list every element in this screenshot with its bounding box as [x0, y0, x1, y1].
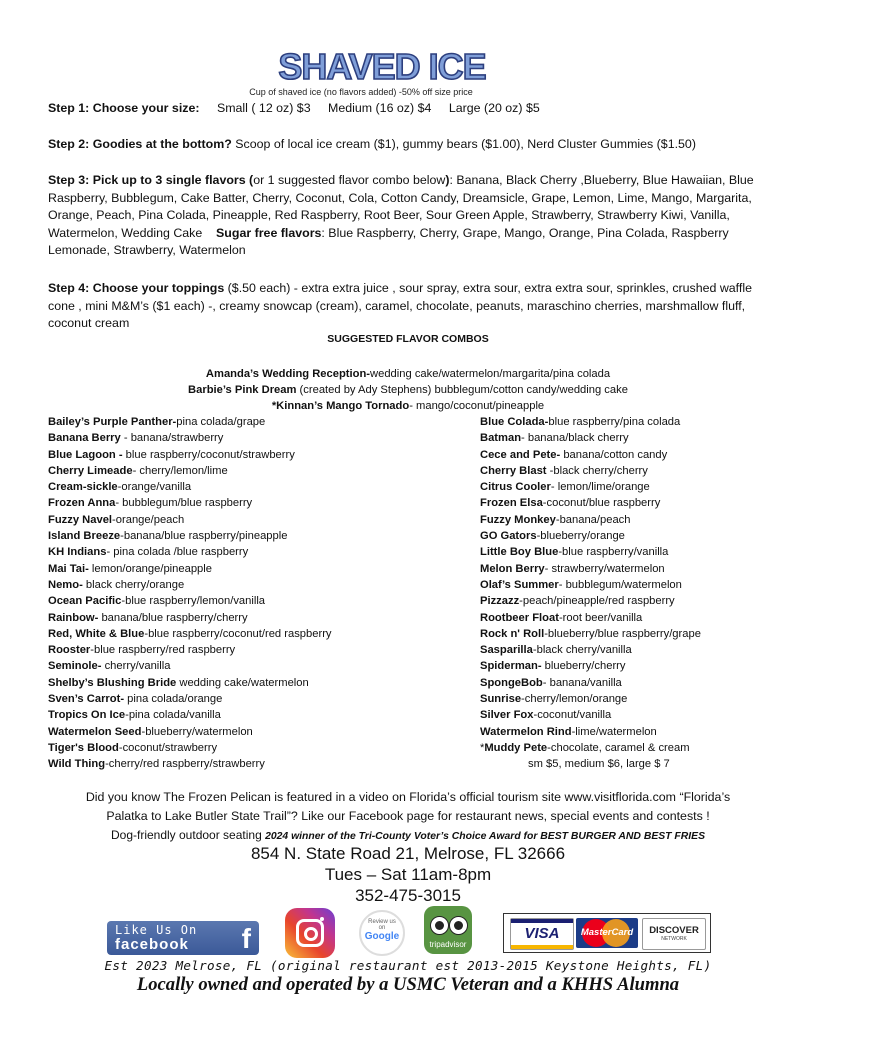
award-text: 2024 winner of the Tri-County Voter’s Choice Award for BEST BURGER AND BEST FRIES: [265, 831, 706, 842]
list-item: Sven’s Carrot- pina colada/orange: [48, 693, 223, 706]
mastercard-wordmark: MasterCard: [580, 927, 634, 938]
list-item: Citrus Cooler- lemon/lime/orange: [480, 481, 650, 494]
list-item: Rainbow- banana/blue raspberry/cherry: [48, 611, 248, 624]
list-item: Sunrise-cherry/lemon/orange: [480, 693, 628, 706]
list-item: SpongeBob- banana/vanilla: [480, 676, 622, 689]
list-item: Seminole- cherry/vanilla: [48, 660, 171, 673]
instagram-lens: [304, 927, 318, 941]
mastercard-icon: [576, 918, 638, 948]
owl-eye-left: [430, 916, 449, 935]
tripadvisor-wordmark: tripadvisor: [429, 940, 467, 949]
instagram-icon[interactable]: [285, 908, 335, 958]
facebook-f-icon: f: [241, 923, 251, 954]
step-2-label: Step 2: Goodies at the bottom?: [48, 137, 232, 151]
list-item: Wild Thing-cherry/red raspberry/strawberry: [48, 758, 265, 771]
instagram-flash: [320, 917, 324, 921]
combo-desc: (created by Ady Stephens) bubblegum/cotton candy/wedding cake: [296, 384, 628, 396]
combo-name: *Kinnan’s Mango Tornado: [271, 400, 410, 412]
step-2: [48, 136, 768, 154]
google-label-2: on: [378, 925, 386, 931]
list-item: Banana Berry - banana/strawberry: [48, 432, 224, 445]
sugar-free-list: : Blue Raspberry, Cherry, Grape, Mango, Orange, Pina Colada, Raspberry Lemonade, Strawberry, Watermelon: [48, 225, 729, 257]
list-item: Fuzzy Monkey-banana/peach: [480, 513, 631, 526]
list-item: Olaf’s Summer- bubblegum/watermelon: [480, 578, 682, 591]
list-item: Cherry Blast -black cherry/cherry: [480, 464, 648, 477]
list-item: Fuzzy Navel-orange/peach: [48, 513, 185, 526]
list-item: Tropics On Ice-pina colada/vanilla: [48, 709, 221, 722]
list-item: *Muddy Pete-chocolate, caramel & cream: [480, 741, 690, 754]
list-item: Nemo- black cherry/orange: [48, 578, 185, 591]
seating-text: Dog-friendly outdoor seating: [110, 828, 266, 842]
step-4-label: Step 4: Choose your toppings: [48, 281, 225, 295]
step-3-note: or 1 suggested flavor combo below: [253, 173, 446, 187]
list-item: Blue Colada-blue raspberry/pina colada: [480, 416, 681, 428]
tripadvisor-icon[interactable]: [424, 906, 472, 954]
step-1: [48, 100, 768, 118]
featured-combo: [0, 366, 816, 382]
list-item: Rock n' Roll-blueberry/blue raspberry/grape: [480, 627, 701, 640]
combo-name: Barbie’s Pink Dream: [188, 384, 297, 396]
list-item: Rooster-blue raspberry/red raspberry: [48, 644, 236, 657]
facebook-wordmark: facebook: [115, 936, 189, 953]
list-item: Island Breeze-banana/blue raspberry/pineapple: [48, 530, 288, 543]
owl-eye-right: [449, 916, 468, 935]
list-item: Blue Lagoon - blue raspberry/coconut/strawberry: [48, 448, 295, 461]
size-medium: Medium (16 oz) $4: [328, 101, 432, 115]
combo-name: Amanda’s Wedding Reception-: [205, 368, 371, 380]
facebook-badge[interactable]: [107, 921, 259, 955]
footer-line-2: Palatka to Lake Butler State Trail”? Like our Facebook page for restaurant news, special events and contests !: [106, 809, 710, 823]
discover-wordmark: DISCOVER: [649, 925, 699, 936]
list-item: Melon Berry- strawberry/watermelon: [480, 562, 665, 575]
featured-combo: [0, 398, 816, 414]
muddy-pete-prices: sm $5, medium $6, large $ 7: [528, 758, 670, 771]
step-3: [48, 172, 768, 260]
list-item: Silver Fox-coconut/vanilla: [480, 709, 612, 722]
list-item: Cece and Pete- banana/cotton candy: [480, 448, 668, 461]
combo-list-left: [48, 414, 448, 773]
step-3-label: Step 3: Pick up to 3 single flavors (: [48, 173, 254, 187]
address: 854 N. State Road 21, Melrose, FL 32666: [250, 844, 566, 863]
list-item: Watermelon Seed-blueberry/watermelon: [48, 725, 253, 738]
list-item: Mai Tai- lemon/orange/pineapple: [48, 562, 212, 575]
sugar-free-label: Sugar free flavors: [216, 225, 322, 240]
combo-desc: - mango/coconut/pineapple: [409, 400, 545, 412]
toppings-list: ($.50 each) - extra extra juice , sour spray, extra sour, extra extra sour, sprinkles, crushed waffle cone , mini M&M’s ($1 each) -, creamy snowcap (cream), caramel, chocolate, peanuts, maraschino cherries, marshmallow fluff, coconut cream: [48, 281, 752, 330]
list-item: Pizzazz-peach/pineapple/red raspberry: [480, 595, 675, 608]
google-label-1: Review us: [368, 919, 396, 925]
size-small: Small ( 12 oz) $3: [216, 101, 311, 115]
footer-line-1: Did you know The Frozen Pelican is featured in a video on Florida’s official tourism site www.visitflorida.com “Florida’s: [85, 790, 731, 804]
list-item: Bailey’s Purple Panther-pina colada/grape: [48, 416, 266, 428]
featured-combo: [0, 382, 816, 398]
list-item: Watermelon Rind-lime/watermelon: [480, 725, 657, 738]
list-item: Cherry Limeade- cherry/lemon/lime: [48, 464, 228, 477]
title-text: SHAVED ICE: [278, 46, 486, 87]
social-badges: [0, 904, 816, 956]
list-item: GO Gators-blueberry/orange: [480, 530, 625, 543]
list-item: Cream-sickle-orange/vanilla: [48, 481, 192, 494]
step-1-label: Step 1: Choose your size:: [48, 101, 200, 115]
list-item: Sasparilla-black cherry/vanilla: [480, 644, 632, 657]
list-item: Ocean Pacific-blue raspberry/lemon/vanilla: [48, 595, 266, 608]
facebook-label: Like Us On: [115, 923, 198, 937]
list-item: Frozen Elsa-coconut/blue raspberry: [480, 497, 661, 510]
step-3-label-end: ): [445, 173, 450, 187]
combos-heading: SUGGESTED FLAVOR COMBOS: [327, 333, 489, 345]
list-item: Frozen Anna- bubblegum/blue raspberry: [48, 497, 253, 510]
size-large: Large (20 oz) $5: [448, 101, 540, 115]
list-item: Red, White & Blue-blue raspberry/coconut/red raspberry: [48, 627, 332, 640]
list-item: Batman- banana/black cherry: [480, 432, 629, 445]
combo-list-right: [480, 414, 880, 773]
step-4: [48, 280, 768, 333]
list-item: Shelby’s Blushing Bride wedding cake/watermelon: [48, 676, 309, 689]
hours: Tues – Sat 11am-8pm: [324, 865, 492, 884]
established-note: Est 2023 Melrose, FL (original restaurant est 2013-2015 Keystone Heights, FL): [104, 958, 712, 973]
payment-cards: [503, 913, 711, 953]
list-item: Tiger's Blood-coconut/strawberry: [48, 741, 218, 754]
discover-card-icon: [642, 918, 706, 950]
phone: 352-475-3015: [355, 886, 461, 905]
google-wordmark: Google: [364, 931, 400, 942]
google-review-badge[interactable]: [359, 910, 405, 956]
visa-wordmark: VISA: [524, 925, 560, 942]
owned-operated: Locally owned and operated by a USMC Veteran and a KHHS Alumna: [136, 974, 680, 995]
visa-card-icon: [510, 918, 574, 950]
step-2-text: Scoop of local ice cream ($1), gummy bears ($1.00), Nerd Cluster Gummies ($1.50): [235, 137, 696, 151]
owl-eyes-icon: [429, 916, 467, 936]
shaved-ice-title: [278, 46, 486, 87]
combo-desc: wedding cake/watermelon/margarita/pina colada: [370, 368, 611, 380]
list-item: KH Indians- pina colada /blue raspberry: [48, 546, 249, 559]
flavor-list: : Banana, Black Cherry ,Blueberry, Blue Hawaiian, Blue Raspberry, Bubblegum, Cake Batter, Cherry, Coconut, Cola, Cotton Candy, Dreamsicle, Grape, Lemon, Lime, Mango, Margarita, Orange, Peach, Pina Colada, Pineapple, Red Raspberry, Root Beer, Sour Green Apple, Strawberry, Strawberry Kiwi, Vanilla, Watermelon, Wedding Cake: [48, 173, 754, 240]
subtitle: Cup of shaved ice (no flavors added) -50% off size price: [249, 87, 473, 97]
list-item: Little Boy Blue-blue raspberry/vanilla: [480, 546, 669, 559]
list-item: Spiderman- blueberry/cherry: [480, 660, 626, 673]
list-item: Rootbeer Float-root beer/vanilla: [480, 611, 643, 624]
discover-network: NETWORK: [661, 936, 687, 942]
